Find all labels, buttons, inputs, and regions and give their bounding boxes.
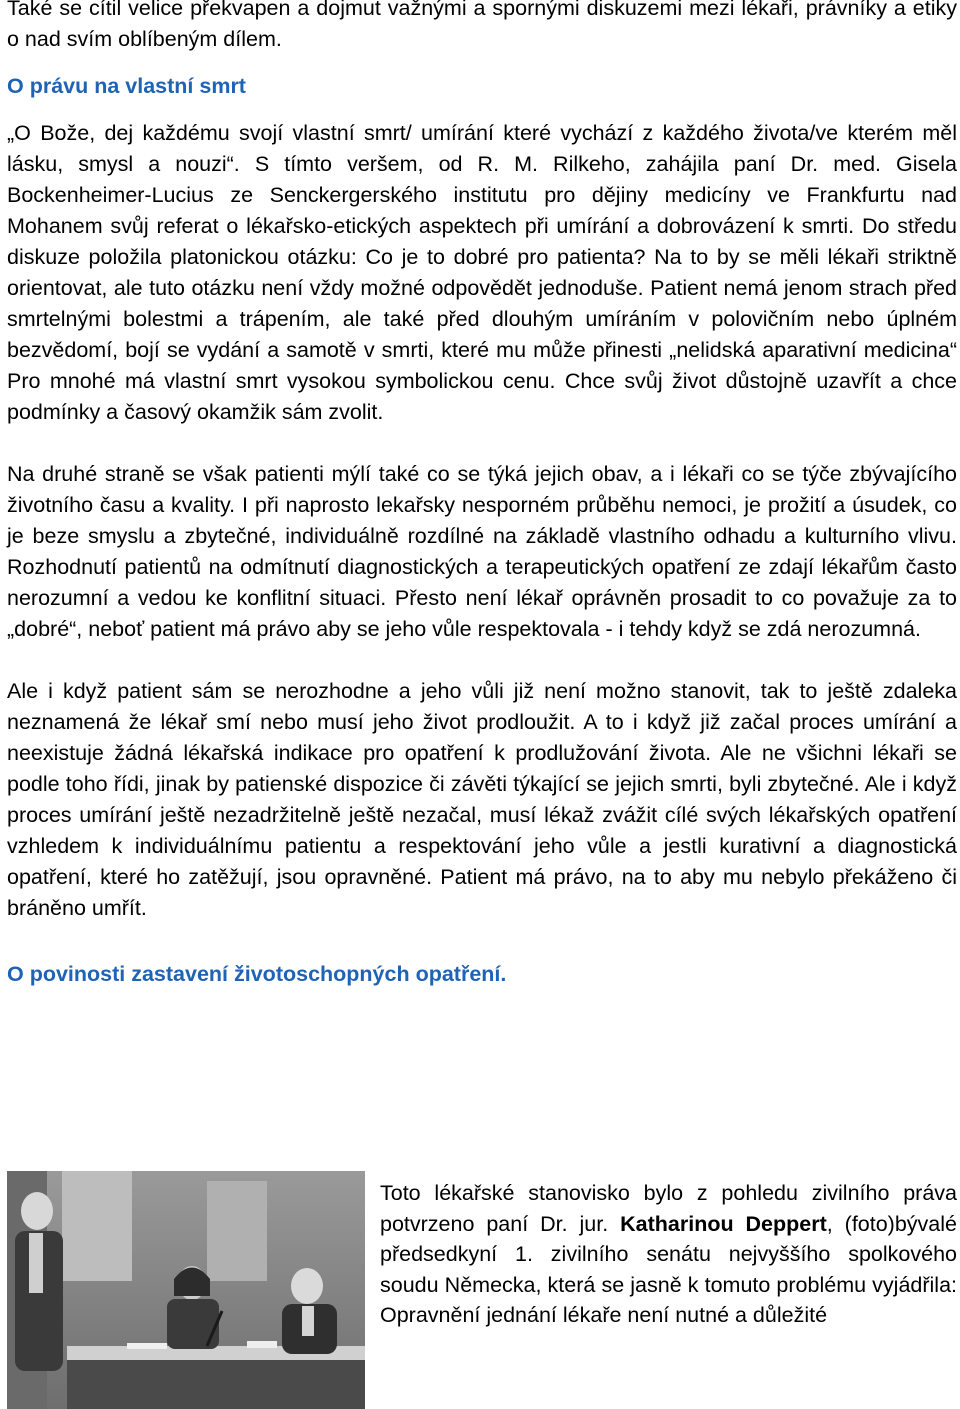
second-paragraph: Na druhé straně se však patienti mýlí také co se týká jejich obav, a i lékaři co se týče zbývajícího životního času a kvality. I při naprosto lekařsky nesporném průběhu nemoci, je prožití a úsudek, co je beze smyslu a zbytečné, individuálně rozdílné na základě vlastního odhadu a kulturního vlivu. Rozhodnutí patientů na odmítnutí diagnostických a terapeutických opatření ze zdají lékařům často nerozumní a vedou ke konflitní situaci. Přesto není lékař oprávněn prosadit to co považuje za to „dobré“, neboť patient má právo aby se jeho vůle respektovala - i tehdy když se zdá nerozumná. [7,462,957,641]
conference-photo-image [7,1171,365,1409]
intro-paragraph: Také se cítil velice překvapen a dojmut važnými a spornými diskuzemi mezi lékaři, právníky a etiky o nad svím oblíbeným dílem. [7,0,957,51]
photo-caption-text [380,1178,957,1331]
caption-part-before-name: Toto lékařské stanovisko bylo z pohledu zivilního práva potvrzeno paní Dr. jur. [380,1181,957,1236]
figure-row [7,1166,957,1409]
section-heading-duty: O povinosti zastavení životoschopných opatření. [7,962,507,986]
quote-paragraph: „O Bože, dej každému svojí vlastní smrt/ umírání které vychází z každého života/ve kterém měl lásku, smysl a nouzi“. S tímto veršem, od R. M. Rilkeho, zahájila paní Dr. med. Gisela Bockenheimer-Lucius ze Senckergerského institutu pro dějiny medicíny ve Frankfurtu nad Mohanem svůj referat o lékařsko-etických aspektech při umírání a dobrovázení k smrti. Do středu diskuze položila platonickou otázku: Co je to dobré pro patienta? Na to by se měli lékaři striktně orientovat, ale tuto otázku není vždy možné odpovědět jednoduše. Patient nemá jenom strach před smrtelnými bolestmi a trápením, ale také před dlouhým umíráním v polovičním nebo úplném bezvědomí, bojí se vydání a samotě v smrti, které mu může přinesti „nelidská aparativní medicina“ Pro mnohé má vlastní smrt vysokou symbolickou cenu. Chce svůj život důstojně uzavřít a chce podmínky a časový okamžik sám zvolit. [7,121,957,424]
document-page [7,0,957,990]
caption-person-name: Katharinou Deppert [620,1211,827,1236]
section-heading-right-to-death: O právu na vlastní smrt [7,74,246,98]
conference-photo [7,1171,365,1409]
caption-part-after-name: , (foto)bývalé předsedkyní 1. zivilního senátu nejvyššího spolkového soudu Německa, která se jasně k tomuto problému vyjádřila: Opravnění jednání lékaře není nutné a důležité [380,1211,957,1327]
third-paragraph: Ale i když patient sám se nerozhodne a jeho vůli již není možno stanovit, tak to ještě zdaleka neznamená že lékař smí nebo musí jeho život prodloužit. A to i když již začal proces umírání a neexistuje žádná lékařská indikace pro opatření k prodlužování života. Ale ne všichni lékaři se podle toho řídi, jinak by patienské dispozice či závěti týkající se jejich smrti, byli zbytečné. Ale i když proces umírání ještě nezadržitelně ještě nezačal, musí lékaž zvážit cílé svých lékařských opatření vzhledem k individuálnímu patientu a respektování jeho vůle a jestli kurativní a diagnostická opatření, které ho zatěžují, jsou opravněné. Patient má právo, na to aby mu nebylo překáženo či bráněno umřít. [7,679,957,920]
